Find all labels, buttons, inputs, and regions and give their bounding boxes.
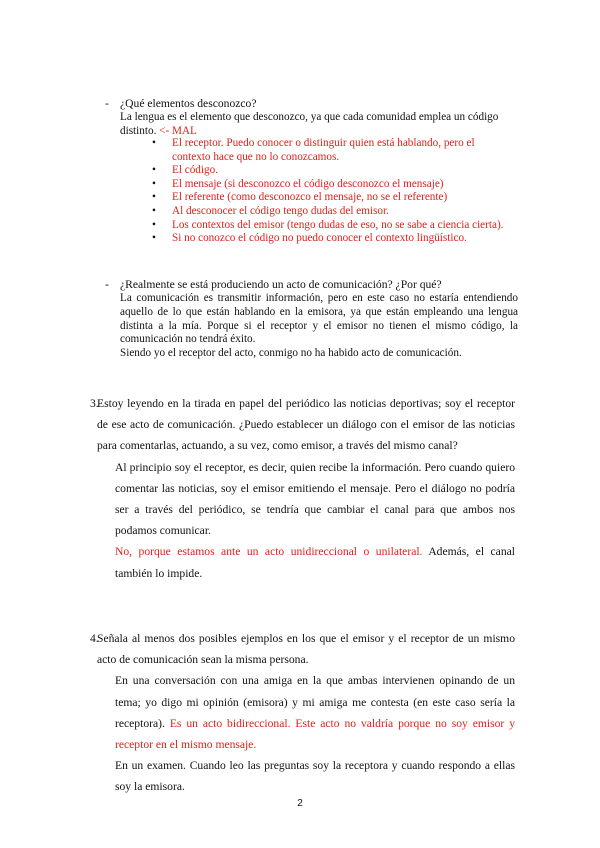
section-4	[97, 628, 515, 798]
list-item: • Si no conozco el código no puedo conocer el contexto lingüístico.	[150, 232, 510, 246]
example-1-text: En una conversación con una amiga en la que ambas intervienen opinando de un tema; yo digo mi opinión (emisora) y mi amiga me contesta (en este caso sería la receptora).	[115, 674, 515, 730]
list-item: • El mensaje (si desconozco el código desconozco el mensaje)	[150, 178, 510, 192]
section-3	[97, 393, 515, 584]
list-item: • El referente (como desconozco el mensaje, no se el referente)	[150, 191, 510, 205]
section-3-question: Estoy leyendo en la tirada en papel del periódico las noticias deportivas; soy el receptor de ese acto de comunicación. ¿Puedo establecer un diálogo con el emisor de las noticias para comentarlas, actuando, a su vez, como emisor, a través del mismo canal?	[97, 397, 515, 453]
question-1-answer	[120, 111, 518, 139]
section-3-extra: Además, el canal también lo impide.	[115, 545, 515, 580]
list-item: • El código.	[150, 164, 510, 178]
question-1-text: ¿Qué elementos desconozco?	[120, 97, 257, 110]
section-4-example-1	[97, 670, 515, 755]
list-item: • El receptor. Puedo conocer o distinguir quien está hablando, pero el contexto hace que no lo conozcamos.	[150, 137, 510, 164]
dash-marker: -	[105, 97, 109, 110]
dash-marker: -	[105, 278, 109, 291]
question-2-answer: La comunicación es transmitir información, pero en este caso no estaría entendiendo aquello de lo que están hablando en la emisora, ya que están empleando una lengua distinta a la mía. Porque si el receptor y el emisor no tienen el mismo código, la comunicación no tendrá éxito.	[120, 292, 518, 346]
page-number: 2	[297, 798, 303, 809]
question-2-conclusion: Siendo yo el receptor del acto, conmigo no ha habido acto de comunicación.	[120, 347, 462, 359]
section-4-question: Señala al menos dos posibles ejemplos en los que el emisor y el receptor de un mismo acto de comunicación sean la misma persona.	[97, 632, 515, 667]
correction-mark: <- MAL	[159, 124, 197, 137]
section-3-number: 3.	[90, 397, 99, 410]
section-4-example-2: En un examen. Cuando leo las preguntas soy la receptora y cuando respondo a ellas soy la emisora.	[115, 759, 515, 794]
answer-text: La lengua es el elemento que desconozco, ya que cada comunidad emplea un código distinto.	[120, 111, 499, 137]
correction-text: Es un acto bidireccional. Este acto no valdría porque no soy emisor y receptor en el mismo mensaje.	[115, 716, 515, 752]
section-3-answer: Al principio soy el receptor, es decir, quien recibe la información. Pero cuando quiero comentar las noticias, soy el emisor emitiendo el mensaje. Pero el diálogo no podría ser a través del periódico, se tendría que cambiar el canal para que ambos nos podamos comunicar.	[115, 460, 515, 538]
list-item: • Al desconocer el código tengo dudas del emisor.	[150, 205, 510, 219]
list-item: • Los contextos del emisor (tengo dudas de eso, no se sabe a ciencia cierta).	[150, 219, 510, 233]
bullet-list	[150, 137, 510, 246]
section-3-correction	[97, 541, 515, 583]
question-2-text: ¿Realmente se está produciendo un acto de comunicación? ¿Por qué?	[120, 278, 442, 291]
correction-text: No, porque estamos ante un acto unidireccional o unilateral.	[115, 545, 423, 559]
section-4-number: 4.	[90, 632, 99, 645]
